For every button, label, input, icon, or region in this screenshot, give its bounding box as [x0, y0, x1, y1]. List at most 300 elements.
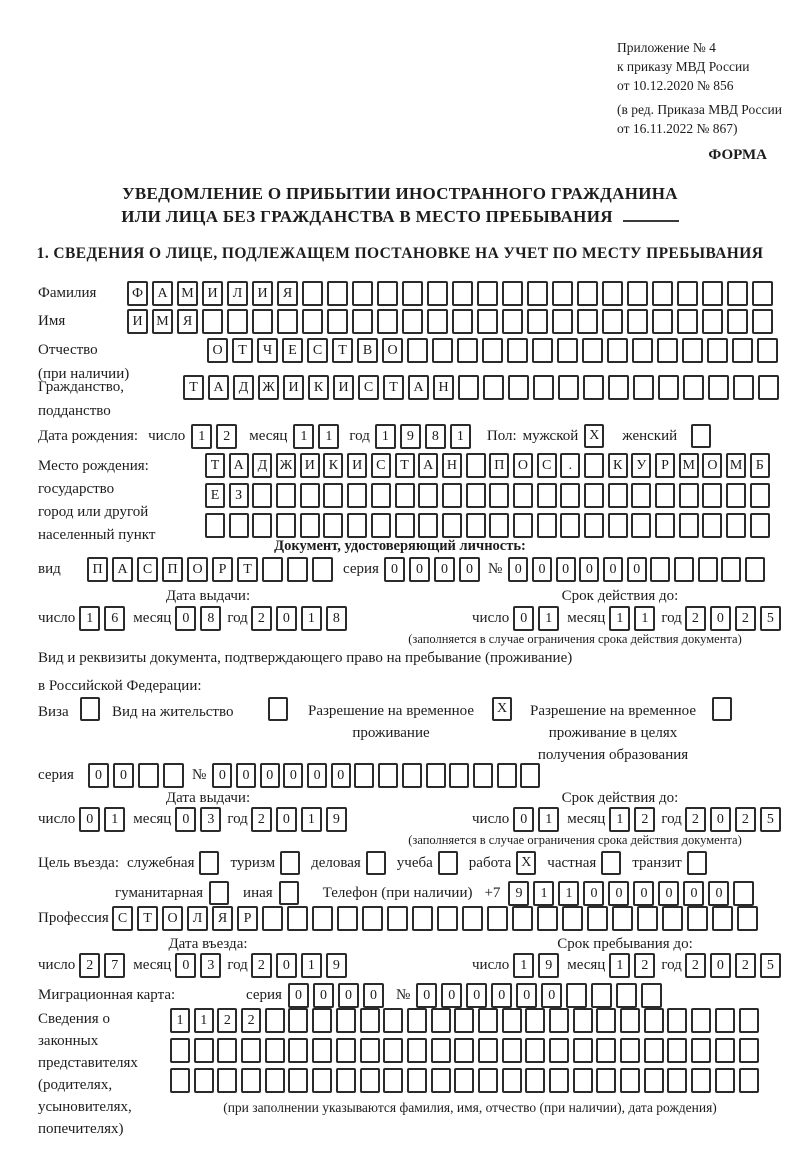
- char-cell[interactable]: [466, 453, 486, 478]
- char-cell[interactable]: [677, 309, 698, 334]
- char-cell[interactable]: [627, 281, 648, 306]
- char-cell[interactable]: Т: [137, 906, 158, 931]
- char-cell[interactable]: 2: [735, 606, 756, 631]
- char-cell[interactable]: [702, 281, 723, 306]
- char-cell[interactable]: [527, 281, 548, 306]
- char-cell[interactable]: [431, 1038, 451, 1063]
- char-cell[interactable]: [458, 375, 479, 400]
- char-cell[interactable]: [644, 1068, 664, 1093]
- char-cell[interactable]: [549, 1008, 569, 1033]
- char-cell[interactable]: 0: [313, 983, 334, 1008]
- char-cell[interactable]: [591, 983, 612, 1008]
- char-cell[interactable]: [667, 1008, 687, 1033]
- char-cell[interactable]: [407, 1038, 427, 1063]
- char-cell[interactable]: 2: [685, 606, 706, 631]
- char-cell[interactable]: 1: [104, 807, 125, 832]
- char-cell[interactable]: 0: [513, 807, 534, 832]
- char-cell[interactable]: [431, 1008, 451, 1033]
- temp-residence-checkbox[interactable]: X: [492, 697, 512, 721]
- char-cell[interactable]: 2: [634, 953, 655, 978]
- purpose-work-checkbox[interactable]: X: [516, 851, 536, 875]
- char-cell[interactable]: [383, 1008, 403, 1033]
- char-cell[interactable]: Я: [177, 309, 198, 334]
- char-cell[interactable]: Т: [383, 375, 404, 400]
- char-cell[interactable]: [252, 513, 272, 538]
- char-cell[interactable]: Н: [433, 375, 454, 400]
- char-cell[interactable]: [727, 281, 748, 306]
- char-cell[interactable]: [562, 906, 583, 931]
- char-cell[interactable]: [532, 338, 553, 363]
- char-cell[interactable]: [573, 1038, 593, 1063]
- char-cell[interactable]: [558, 375, 579, 400]
- char-cell[interactable]: С: [112, 906, 133, 931]
- char-cell[interactable]: [596, 1008, 616, 1033]
- char-cell[interactable]: [682, 338, 703, 363]
- char-cell[interactable]: [520, 763, 540, 788]
- char-cell[interactable]: [637, 906, 658, 931]
- purpose-study-checkbox[interactable]: [438, 851, 458, 875]
- char-cell[interactable]: [337, 906, 358, 931]
- char-cell[interactable]: 9: [538, 953, 559, 978]
- char-cell[interactable]: 0: [608, 881, 629, 906]
- char-cell[interactable]: [383, 1038, 403, 1063]
- char-cell[interactable]: [371, 513, 391, 538]
- char-cell[interactable]: [726, 483, 746, 508]
- char-cell[interactable]: Р: [237, 906, 258, 931]
- char-cell[interactable]: [432, 338, 453, 363]
- char-cell[interactable]: [170, 1038, 190, 1063]
- char-cell[interactable]: 8: [200, 606, 221, 631]
- char-cell[interactable]: [691, 1038, 711, 1063]
- char-cell[interactable]: [691, 1008, 711, 1033]
- char-cell[interactable]: [733, 881, 754, 906]
- char-cell[interactable]: 0: [441, 983, 462, 1008]
- char-cell[interactable]: [336, 1008, 356, 1033]
- char-cell[interactable]: 1: [191, 424, 212, 449]
- sex-female-checkbox[interactable]: [691, 424, 711, 448]
- char-cell[interactable]: 0: [434, 557, 455, 582]
- char-cell[interactable]: 1: [634, 606, 655, 631]
- char-cell[interactable]: 5: [760, 606, 781, 631]
- char-cell[interactable]: 0: [710, 606, 731, 631]
- char-cell[interactable]: 0: [409, 557, 430, 582]
- char-cell[interactable]: [631, 483, 651, 508]
- char-cell[interactable]: 8: [425, 424, 446, 449]
- char-cell[interactable]: [715, 1038, 735, 1063]
- char-cell[interactable]: [377, 309, 398, 334]
- char-cell[interactable]: [288, 1038, 308, 1063]
- purpose-other-checkbox[interactable]: [279, 881, 299, 905]
- char-cell[interactable]: [287, 906, 308, 931]
- char-cell[interactable]: [652, 309, 673, 334]
- char-cell[interactable]: [489, 513, 509, 538]
- char-cell[interactable]: [194, 1068, 214, 1093]
- purpose-business-checkbox[interactable]: [366, 851, 386, 875]
- purpose-private-checkbox[interactable]: [601, 851, 621, 875]
- char-cell[interactable]: 9: [508, 881, 529, 906]
- char-cell[interactable]: [549, 1068, 569, 1093]
- char-cell[interactable]: [577, 281, 598, 306]
- char-cell[interactable]: [202, 309, 223, 334]
- char-cell[interactable]: [715, 1068, 735, 1093]
- char-cell[interactable]: 0: [710, 953, 731, 978]
- char-cell[interactable]: [347, 513, 367, 538]
- char-cell[interactable]: [478, 1008, 498, 1033]
- char-cell[interactable]: [702, 483, 722, 508]
- char-cell[interactable]: [732, 338, 753, 363]
- char-cell[interactable]: [620, 1038, 640, 1063]
- char-cell[interactable]: [276, 483, 296, 508]
- char-cell[interactable]: 2: [79, 953, 100, 978]
- char-cell[interactable]: [641, 983, 662, 1008]
- char-cell[interactable]: [715, 1008, 735, 1033]
- char-cell[interactable]: 0: [175, 807, 196, 832]
- char-cell[interactable]: 0: [276, 953, 297, 978]
- char-cell[interactable]: 0: [175, 606, 196, 631]
- purpose-official-checkbox[interactable]: [199, 851, 219, 875]
- temp-residence-edu-checkbox[interactable]: [712, 697, 732, 721]
- char-cell[interactable]: 2: [735, 807, 756, 832]
- char-cell[interactable]: [577, 309, 598, 334]
- char-cell[interactable]: [402, 281, 423, 306]
- char-cell[interactable]: [437, 906, 458, 931]
- char-cell[interactable]: [457, 338, 478, 363]
- char-cell[interactable]: 0: [113, 763, 134, 788]
- char-cell[interactable]: 0: [491, 983, 512, 1008]
- char-cell[interactable]: [395, 513, 415, 538]
- char-cell[interactable]: 0: [516, 983, 537, 1008]
- char-cell[interactable]: [620, 1068, 640, 1093]
- char-cell[interactable]: [323, 513, 343, 538]
- char-cell[interactable]: Е: [282, 338, 303, 363]
- char-cell[interactable]: Д: [252, 453, 272, 478]
- char-cell[interactable]: [683, 375, 704, 400]
- char-cell[interactable]: 0: [88, 763, 109, 788]
- char-cell[interactable]: 0: [338, 983, 359, 1008]
- char-cell[interactable]: А: [408, 375, 429, 400]
- char-cell[interactable]: Ч: [257, 338, 278, 363]
- char-cell[interactable]: [584, 453, 604, 478]
- char-cell[interactable]: Ж: [276, 453, 296, 478]
- char-cell[interactable]: [739, 1038, 759, 1063]
- char-cell[interactable]: 0: [513, 606, 534, 631]
- char-cell[interactable]: В: [357, 338, 378, 363]
- char-cell[interactable]: 5: [760, 807, 781, 832]
- char-cell[interactable]: 1: [609, 807, 630, 832]
- char-cell[interactable]: [431, 1068, 451, 1093]
- char-cell[interactable]: Я: [212, 906, 233, 931]
- char-cell[interactable]: [752, 309, 773, 334]
- char-cell[interactable]: [462, 906, 483, 931]
- char-cell[interactable]: А: [152, 281, 173, 306]
- char-cell[interactable]: М: [177, 281, 198, 306]
- char-cell[interactable]: [312, 1038, 332, 1063]
- char-cell[interactable]: [312, 1068, 332, 1093]
- char-cell[interactable]: [478, 1068, 498, 1093]
- char-cell[interactable]: [371, 483, 391, 508]
- char-cell[interactable]: 1: [301, 953, 322, 978]
- char-cell[interactable]: [312, 906, 333, 931]
- char-cell[interactable]: И: [333, 375, 354, 400]
- char-cell[interactable]: Я: [277, 281, 298, 306]
- char-cell[interactable]: А: [229, 453, 249, 478]
- char-cell[interactable]: [252, 483, 272, 508]
- char-cell[interactable]: [627, 309, 648, 334]
- char-cell[interactable]: 3: [200, 807, 221, 832]
- char-cell[interactable]: 1: [301, 606, 322, 631]
- char-cell[interactable]: П: [489, 453, 509, 478]
- char-cell[interactable]: 0: [466, 983, 487, 1008]
- char-cell[interactable]: [584, 483, 604, 508]
- char-cell[interactable]: [427, 281, 448, 306]
- char-cell[interactable]: [217, 1068, 237, 1093]
- char-cell[interactable]: 2: [735, 953, 756, 978]
- char-cell[interactable]: [323, 483, 343, 508]
- char-cell[interactable]: 0: [416, 983, 437, 1008]
- char-cell[interactable]: [552, 309, 573, 334]
- char-cell[interactable]: Т: [205, 453, 225, 478]
- char-cell[interactable]: [657, 338, 678, 363]
- char-cell[interactable]: [662, 906, 683, 931]
- char-cell[interactable]: [163, 763, 184, 788]
- char-cell[interactable]: Л: [227, 281, 248, 306]
- char-cell[interactable]: [737, 906, 758, 931]
- char-cell[interactable]: [602, 309, 623, 334]
- char-cell[interactable]: [512, 906, 533, 931]
- purpose-humanitarian-checkbox[interactable]: [209, 881, 229, 905]
- char-cell[interactable]: [265, 1068, 285, 1093]
- char-cell[interactable]: [687, 906, 708, 931]
- char-cell[interactable]: [527, 309, 548, 334]
- char-cell[interactable]: [300, 483, 320, 508]
- char-cell[interactable]: 1: [170, 1008, 190, 1033]
- char-cell[interactable]: 2: [241, 1008, 261, 1033]
- char-cell[interactable]: [387, 906, 408, 931]
- char-cell[interactable]: [454, 1008, 474, 1033]
- char-cell[interactable]: [477, 309, 498, 334]
- char-cell[interactable]: 0: [288, 983, 309, 1008]
- char-cell[interactable]: [252, 309, 273, 334]
- char-cell[interactable]: [466, 483, 486, 508]
- char-cell[interactable]: 0: [276, 807, 297, 832]
- char-cell[interactable]: [418, 483, 438, 508]
- char-cell[interactable]: [508, 375, 529, 400]
- char-cell[interactable]: [483, 375, 504, 400]
- char-cell[interactable]: Т: [237, 557, 258, 582]
- char-cell[interactable]: [566, 983, 587, 1008]
- char-cell[interactable]: [418, 513, 438, 538]
- char-cell[interactable]: С: [371, 453, 391, 478]
- char-cell[interactable]: [513, 513, 533, 538]
- char-cell[interactable]: [302, 281, 323, 306]
- char-cell[interactable]: [395, 483, 415, 508]
- char-cell[interactable]: [217, 1038, 237, 1063]
- char-cell[interactable]: [262, 557, 283, 582]
- char-cell[interactable]: [677, 281, 698, 306]
- sex-male-checkbox[interactable]: Х: [584, 424, 604, 448]
- char-cell[interactable]: О: [513, 453, 533, 478]
- char-cell[interactable]: 1: [609, 606, 630, 631]
- char-cell[interactable]: С: [137, 557, 158, 582]
- char-cell[interactable]: [449, 763, 469, 788]
- char-cell[interactable]: [679, 483, 699, 508]
- char-cell[interactable]: [712, 906, 733, 931]
- char-cell[interactable]: С: [537, 453, 557, 478]
- char-cell[interactable]: [533, 375, 554, 400]
- char-cell[interactable]: Е: [205, 483, 225, 508]
- char-cell[interactable]: [454, 1038, 474, 1063]
- char-cell[interactable]: 0: [532, 557, 552, 582]
- char-cell[interactable]: О: [382, 338, 403, 363]
- char-cell[interactable]: 0: [556, 557, 576, 582]
- char-cell[interactable]: [596, 1068, 616, 1093]
- char-cell[interactable]: З: [229, 483, 249, 508]
- char-cell[interactable]: [473, 763, 493, 788]
- char-cell[interactable]: 0: [683, 881, 704, 906]
- char-cell[interactable]: 1: [450, 424, 471, 449]
- char-cell[interactable]: О: [702, 453, 722, 478]
- char-cell[interactable]: О: [187, 557, 208, 582]
- char-cell[interactable]: М: [726, 453, 746, 478]
- char-cell[interactable]: [302, 309, 323, 334]
- char-cell[interactable]: [347, 483, 367, 508]
- char-cell[interactable]: [360, 1008, 380, 1033]
- char-cell[interactable]: [602, 281, 623, 306]
- char-cell[interactable]: 0: [583, 881, 604, 906]
- char-cell[interactable]: [525, 1038, 545, 1063]
- char-cell[interactable]: [655, 483, 675, 508]
- char-cell[interactable]: 0: [363, 983, 384, 1008]
- char-cell[interactable]: [377, 281, 398, 306]
- char-cell[interactable]: 2: [634, 807, 655, 832]
- char-cell[interactable]: [312, 1008, 332, 1033]
- char-cell[interactable]: Т: [232, 338, 253, 363]
- char-cell[interactable]: [652, 281, 673, 306]
- char-cell[interactable]: [312, 557, 333, 582]
- char-cell[interactable]: [573, 1068, 593, 1093]
- char-cell[interactable]: [632, 338, 653, 363]
- char-cell[interactable]: .: [560, 453, 580, 478]
- char-cell[interactable]: [489, 483, 509, 508]
- char-cell[interactable]: [170, 1068, 190, 1093]
- char-cell[interactable]: А: [208, 375, 229, 400]
- char-cell[interactable]: [650, 557, 670, 582]
- char-cell[interactable]: У: [631, 453, 651, 478]
- char-cell[interactable]: [587, 906, 608, 931]
- char-cell[interactable]: 1: [538, 606, 559, 631]
- char-cell[interactable]: И: [252, 281, 273, 306]
- char-cell[interactable]: [352, 281, 373, 306]
- char-cell[interactable]: [608, 513, 628, 538]
- char-cell[interactable]: 6: [104, 606, 125, 631]
- char-cell[interactable]: 0: [710, 807, 731, 832]
- char-cell[interactable]: Б: [750, 453, 770, 478]
- char-cell[interactable]: 3: [200, 953, 221, 978]
- char-cell[interactable]: [573, 1008, 593, 1033]
- char-cell[interactable]: 1: [293, 424, 314, 449]
- char-cell[interactable]: [702, 513, 722, 538]
- char-cell[interactable]: И: [283, 375, 304, 400]
- char-cell[interactable]: [407, 1068, 427, 1093]
- char-cell[interactable]: [644, 1008, 664, 1033]
- char-cell[interactable]: [502, 281, 523, 306]
- char-cell[interactable]: 0: [307, 763, 327, 788]
- char-cell[interactable]: [584, 513, 604, 538]
- char-cell[interactable]: Ж: [258, 375, 279, 400]
- char-cell[interactable]: [596, 1038, 616, 1063]
- char-cell[interactable]: И: [202, 281, 223, 306]
- char-cell[interactable]: 0: [633, 881, 654, 906]
- char-cell[interactable]: 0: [627, 557, 647, 582]
- char-cell[interactable]: [745, 557, 765, 582]
- char-cell[interactable]: [608, 483, 628, 508]
- char-cell[interactable]: [633, 375, 654, 400]
- char-cell[interactable]: [487, 906, 508, 931]
- char-cell[interactable]: А: [112, 557, 133, 582]
- char-cell[interactable]: [739, 1068, 759, 1093]
- char-cell[interactable]: Ф: [127, 281, 148, 306]
- char-cell[interactable]: П: [162, 557, 183, 582]
- char-cell[interactable]: [537, 513, 557, 538]
- char-cell[interactable]: 0: [331, 763, 351, 788]
- char-cell[interactable]: [758, 375, 779, 400]
- char-cell[interactable]: [482, 338, 503, 363]
- char-cell[interactable]: [750, 483, 770, 508]
- char-cell[interactable]: [691, 1068, 711, 1093]
- char-cell[interactable]: [655, 513, 675, 538]
- char-cell[interactable]: [452, 281, 473, 306]
- char-cell[interactable]: [733, 375, 754, 400]
- char-cell[interactable]: [327, 281, 348, 306]
- char-cell[interactable]: 0: [283, 763, 303, 788]
- char-cell[interactable]: 0: [459, 557, 480, 582]
- char-cell[interactable]: [552, 281, 573, 306]
- char-cell[interactable]: С: [358, 375, 379, 400]
- char-cell[interactable]: Р: [212, 557, 233, 582]
- char-cell[interactable]: [674, 557, 694, 582]
- char-cell[interactable]: [427, 309, 448, 334]
- char-cell[interactable]: А: [418, 453, 438, 478]
- char-cell[interactable]: Т: [332, 338, 353, 363]
- char-cell[interactable]: 0: [175, 953, 196, 978]
- char-cell[interactable]: О: [207, 338, 228, 363]
- char-cell[interactable]: К: [323, 453, 343, 478]
- char-cell[interactable]: [667, 1038, 687, 1063]
- char-cell[interactable]: М: [152, 309, 173, 334]
- char-cell[interactable]: 2: [685, 807, 706, 832]
- char-cell[interactable]: [265, 1038, 285, 1063]
- char-cell[interactable]: М: [679, 453, 699, 478]
- char-cell[interactable]: 0: [276, 606, 297, 631]
- char-cell[interactable]: [265, 1008, 285, 1033]
- char-cell[interactable]: И: [347, 453, 367, 478]
- char-cell[interactable]: [241, 1038, 261, 1063]
- char-cell[interactable]: [502, 1038, 522, 1063]
- char-cell[interactable]: 0: [603, 557, 623, 582]
- char-cell[interactable]: [631, 513, 651, 538]
- char-cell[interactable]: 8: [326, 606, 347, 631]
- char-cell[interactable]: [620, 1008, 640, 1033]
- char-cell[interactable]: Л: [187, 906, 208, 931]
- char-cell[interactable]: 1: [318, 424, 339, 449]
- char-cell[interactable]: [752, 281, 773, 306]
- char-cell[interactable]: [502, 1068, 522, 1093]
- char-cell[interactable]: [525, 1068, 545, 1093]
- char-cell[interactable]: [277, 309, 298, 334]
- char-cell[interactable]: 2: [251, 606, 272, 631]
- char-cell[interactable]: [454, 1068, 474, 1093]
- char-cell[interactable]: 2: [216, 424, 237, 449]
